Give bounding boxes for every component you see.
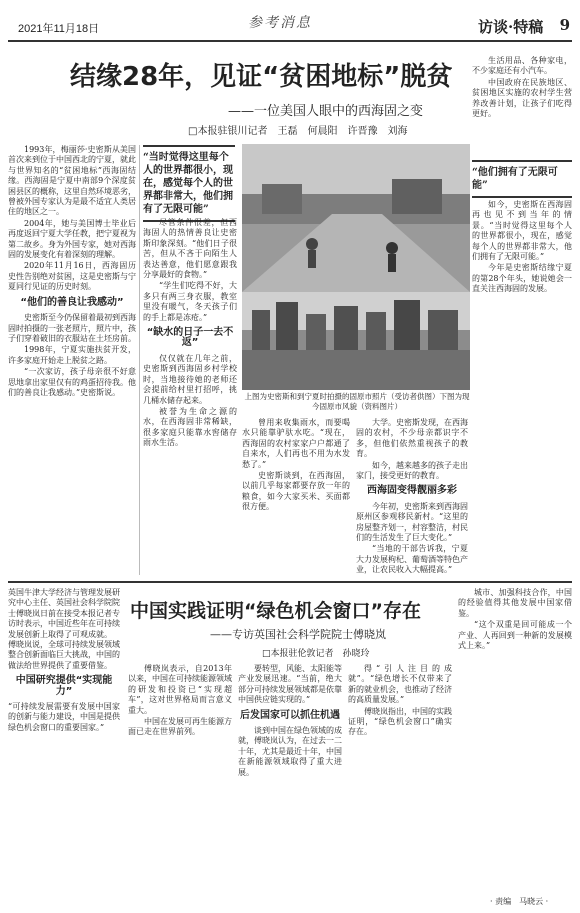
historical-photo: [242, 144, 470, 292]
section-name: 访谈·特稿: [478, 18, 544, 36]
page-header: [8, 8, 572, 42]
article1-byline: □本报驻银川记者 王磊 何晨阳 许晋豫 刘海: [188, 126, 408, 137]
article1-column-5: [472, 56, 572, 158]
article2-column-4: [458, 588, 572, 890]
paragraph: 史密斯谈到，在西海固，以前几乎每家都要存放一年的粮食，如今大家买米、买面都很方便。: [242, 471, 350, 512]
paragraph: “当地的干部告诉我，宁夏大力发展枸杞、葡萄酒等特色产业，让农民收入大幅提高。”: [356, 544, 468, 575]
article2-title: 中国实践证明“绿色机会窗口”存在: [130, 600, 421, 622]
paragraph: “可持续发展需要有发展中国家的创新与能力建设，中国是提供绿色机会窗口的重要国家。”: [8, 702, 120, 732]
paragraph: “学生们吃得不好，大多只有两三身衣服，教室里没有暖气，冬天孩子们的手上都是冻疮。”: [143, 281, 237, 322]
photo-caption: 上图为史密斯和到宁夏时拍摄的固原市照片（受访者供图）下图为现今固原市风貌（资料图片）: [244, 392, 470, 411]
paragraph: 傅晓岚说，全球可持续发展领域整合创新面临巨大挑战，中国的做法给世界提供了重要借鉴。: [8, 640, 120, 670]
article1-column-3: [242, 418, 350, 575]
paragraph: 生活用品、各种家电，不少家庭还有小汽车。: [472, 56, 572, 76]
modern-city-photo: [242, 292, 470, 390]
paragraph: 尽管条件很差，但西海固人的热情善良让史密斯印象深刻。“他们日子很苦，但从不吝于向陌生人表达善意，他们愿意跟我分享最好的食物。”: [143, 218, 237, 280]
article1-column-5b: [472, 200, 572, 575]
paragraph: “这个双重是回可能成一个产业、人再回到一种新的发展模式上来。”: [458, 620, 572, 651]
issue-date: 2021年11月18日: [18, 23, 100, 35]
paragraph: 1998年，宁夏实施扶贫开发，许多家庭开始走上脱贫之路。: [8, 345, 136, 365]
paragraph: 曾用来收集雨水，而要喝水只能靠驴驮水吃。“现在，西海固的农村家家户户都通了自来水，人们再也不用为水发愁了。”: [242, 418, 350, 469]
paragraph: 2004年，她与美国博士毕业后再度返回宁夏大学任教，把宁夏视为第二故乡。身为外国专家，她对西海固的发展变化有着深刻的理解。: [8, 218, 136, 260]
article2-subhead-2: 后发国家可以抓住机遇: [240, 709, 340, 721]
paragraph: 2020年11月16日，西海固历史性告别绝对贫困，这是史密斯与宁夏同行见证的历史时刻。: [8, 261, 136, 292]
paragraph: 谈到中国在绿色领域的成就，傅晓岚认为，在过去一二十年，尤其是最近十年，中国在新能源领域取得了重大进展。: [238, 726, 342, 777]
article2-column-2: [238, 664, 342, 890]
article1-subhead-1: “他们的善良让我感动”: [20, 296, 124, 308]
paragraph: 中国在发展可再生能源方面已走在世界前列。: [128, 717, 232, 737]
article1-column-1: [8, 145, 136, 575]
pull-quote: “当时觉得这里每个人的世界都很小，现在，感觉每个人的世界都非常大，他们拥有了无限可能”: [143, 145, 235, 222]
article2-column-3: [348, 664, 452, 890]
paragraph: 今年是史密斯结缘宁夏的第28个年头，她说她会一直关注西海固的发展。: [472, 263, 572, 294]
page-number: 9: [559, 16, 570, 34]
article1-column-2: [143, 218, 237, 575]
article1-subhead-2: “缺水的日子一去不返”: [146, 327, 234, 349]
paragraph: 傅晓岚指出，中国的实践证明，“绿色机会窗口”确实存在。: [348, 706, 452, 737]
article1-subhead-3: 西海固变得靓丽多彩: [367, 485, 457, 497]
article2-column-1: [128, 664, 232, 890]
article2-byline: □本报驻伦敦记者 孙晓玲: [262, 649, 370, 659]
paragraph: 如今，越来越多的孩子走出家门，接受更好的教育。: [356, 460, 468, 481]
article2-lead-column: [8, 588, 120, 888]
editor-credit: · 责编 马晓云 ·: [490, 897, 549, 906]
paragraph: 得“引人注目的成就”。“绿色增长不仅带来了新的就业机会，也推动了经济的高质量发展。”: [348, 664, 452, 705]
paragraph: 被誉为生命之源的水，在西海固非常稀缺，很多家庭只能靠水窖储存雨水生活。: [143, 406, 237, 448]
paragraph: 英国牛津大学经济与管理发展研究中心主任、英国社会科学院院士傅晓岚日前在接受本报记者专访时表示，中国近些年在可持续发展创新上取得了可观成就。: [8, 588, 120, 639]
paragraph: 城市、加强科技合作，中国的经验值得其他发展中国家借鉴。: [458, 588, 572, 618]
paragraph: 史密斯至今仍保留着最初到西海固时拍摄的一张老照片，照片中，孩子们穿着破旧的衣服站在土坯房前。: [8, 313, 136, 343]
paragraph: 1993年，梅丽莎·史密斯从美国首次来到位于中国西北的宁夏，就此与世界知名的“贫困地标”西海固结缘。西海固是宁夏中南部9个深度贫困县区的概称，这里自然环境恶劣，曾被外国专家认为是最不适宜人类居住的地区之一。: [8, 145, 136, 217]
article2-subhead-1: 中国研究提供“实现能力”: [15, 675, 113, 697]
article1-column-4: [356, 418, 468, 575]
newspaper-logo: 参考消息: [248, 15, 312, 31]
article2-subtitle: ——专访英国社会科学院院士傅晓岚: [210, 628, 386, 641]
paragraph: 仅仅就在几年之前，史密斯到西海固乡村学校时，当地接待她的老师还会提前给村里打招呼，挑几桶水储存起来。: [143, 353, 237, 405]
section-divider: [8, 581, 572, 583]
article1-subtitle: ——一位美国人眼中的西海固之变: [228, 104, 424, 119]
paragraph: 今年初，史密斯来到西海固原州区参观移民新村。“这里的房屋整齐划一，村容整洁，村民们的生活发生了巨大变化。”: [356, 501, 468, 543]
article1-title: 结缘28年，见证“贫困地标”脱贫: [70, 62, 453, 92]
paragraph: 如今，史密斯在西海固再也见不到当年的情景。“当时觉得这里每个人的世界都很小，现在，感觉每个人的世界都非常大，他们拥有了无限可能。”: [472, 200, 572, 262]
paragraph: “一次家访，孩子母亲很不好意思地拿出家里仅有的鸡蛋招待我。他们的善良让我感动。”史密斯说。: [8, 367, 136, 397]
paragraph: 要转型，风能、太阳能等产业发展迅速。“当前，绝大部分可持续发展领域都是依靠中国供应链实现的。”: [238, 664, 342, 705]
paragraph: 傅晓岚表示，自2013年以来，中国在可持续能源领域的研发和投资已“实现超车”，这对世界格局而言意义重大。: [128, 664, 232, 715]
paragraph: 中国政府在民族地区、贫困地区实施的农村学生营养改善计划，让孩子们吃得更好。: [472, 77, 572, 119]
paragraph: 大学。史密斯发现，在西海固的农村，不少母亲都识字不多，但他们依然重视孩子的教育。: [356, 418, 468, 459]
article1-subhead-4: “他们拥有了无限可能”: [472, 160, 572, 198]
